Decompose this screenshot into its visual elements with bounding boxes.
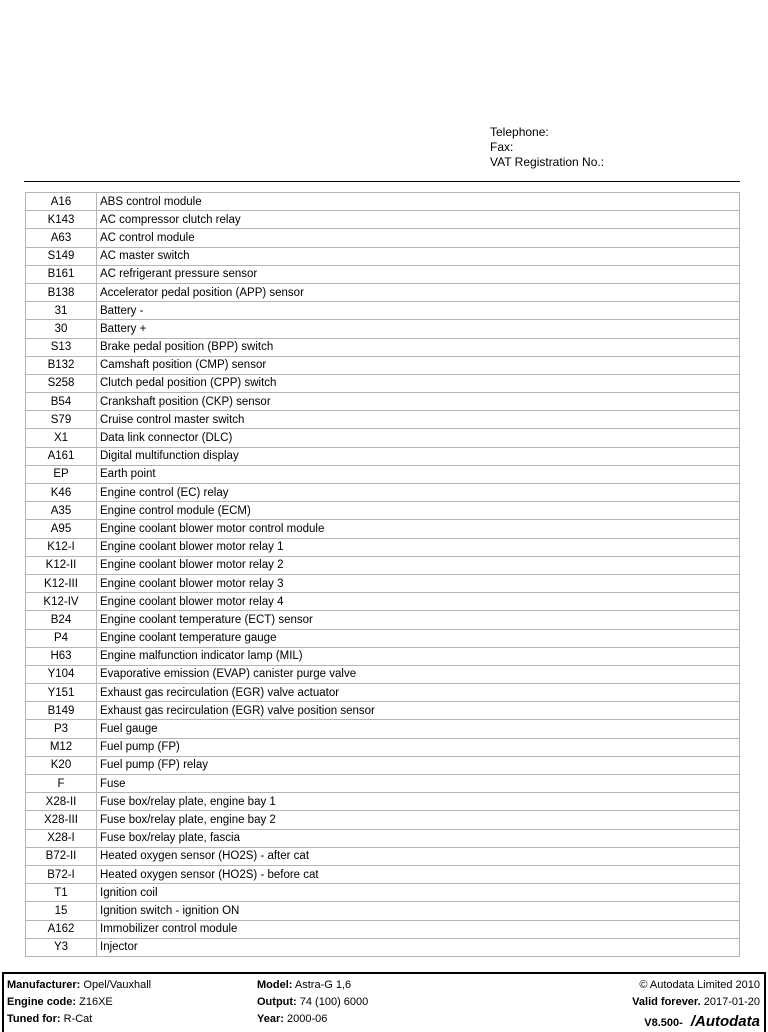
component-code: A16	[26, 193, 97, 211]
footer-manufacturer	[7, 979, 151, 991]
component-name: Ignition coil	[97, 884, 740, 902]
legend-row	[26, 811, 740, 829]
manufacturer-label: Manufacturer:	[7, 979, 81, 991]
component-code: K12-II	[26, 556, 97, 574]
output-label: Output:	[257, 996, 297, 1008]
legend-row	[26, 265, 740, 283]
legend-row	[26, 502, 740, 520]
component-name: Heated oxygen sensor (HO2S) - before cat	[97, 865, 740, 883]
component-code: A63	[26, 229, 97, 247]
legend-row	[26, 465, 740, 483]
component-code: 15	[26, 902, 97, 920]
header-divider	[24, 181, 740, 182]
component-name: Data link connector (DLC)	[97, 429, 740, 447]
engine-code-value: Z16XE	[79, 996, 113, 1008]
component-code: T1	[26, 884, 97, 902]
component-code: A162	[26, 920, 97, 938]
legend-row	[26, 211, 740, 229]
component-name: Accelerator pedal position (APP) sensor	[97, 283, 740, 301]
component-name: Engine coolant blower motor relay 4	[97, 593, 740, 611]
component-code: K143	[26, 211, 97, 229]
legend-row	[26, 356, 740, 374]
component-code: A95	[26, 520, 97, 538]
legend-row	[26, 283, 740, 301]
legend-row	[26, 447, 740, 465]
footer-tuned-for	[7, 1013, 92, 1025]
footer-row-1	[4, 979, 764, 995]
component-name: Camshaft position (CMP) sensor	[97, 356, 740, 374]
footer-panel	[2, 972, 766, 1032]
footer-engine-code	[7, 996, 113, 1008]
legend-row	[26, 302, 740, 320]
legend-row	[26, 611, 740, 629]
legend-row	[26, 629, 740, 647]
legend-row	[26, 593, 740, 611]
component-name: Engine coolant temperature (ECT) sensor	[97, 611, 740, 629]
component-code: P4	[26, 629, 97, 647]
component-name: Engine coolant blower motor relay 2	[97, 556, 740, 574]
legend-row	[26, 647, 740, 665]
component-code: K46	[26, 484, 97, 502]
legend-row	[26, 720, 740, 738]
component-name: Fuse box/relay plate, fascia	[97, 829, 740, 847]
component-name: Fuel gauge	[97, 720, 740, 738]
component-legend-table	[25, 192, 740, 957]
component-name: Injector	[97, 938, 740, 956]
component-code: H63	[26, 647, 97, 665]
component-code: Y3	[26, 938, 97, 956]
valid-label: Valid forever.	[632, 996, 701, 1008]
legend-row	[26, 374, 740, 392]
component-code: X28-III	[26, 811, 97, 829]
component-code: B72-II	[26, 847, 97, 865]
component-code: X1	[26, 429, 97, 447]
footer-copyright: © Autodata Limited 2010	[639, 979, 760, 991]
component-code: B24	[26, 611, 97, 629]
footer-row-2	[4, 996, 764, 1012]
footer-model	[257, 979, 351, 991]
component-name: Fuse	[97, 775, 740, 793]
component-name: AC compressor clutch relay	[97, 211, 740, 229]
model-label: Model:	[257, 979, 293, 991]
component-name: Fuel pump (FP)	[97, 738, 740, 756]
vat-label: VAT Registration No.:	[490, 155, 605, 169]
component-name: Evaporative emission (EVAP) canister purge valve	[97, 665, 740, 683]
component-name: ABS control module	[97, 193, 740, 211]
component-code: X28-I	[26, 829, 97, 847]
component-code: M12	[26, 738, 97, 756]
legend-row	[26, 702, 740, 720]
legend-row	[26, 520, 740, 538]
footer-row-3	[4, 1013, 764, 1029]
component-code: P3	[26, 720, 97, 738]
legend-row	[26, 193, 740, 211]
component-code: EP	[26, 465, 97, 483]
legend-row	[26, 484, 740, 502]
legend-row	[26, 865, 740, 883]
telephone-label: Telephone:	[490, 125, 549, 139]
component-name: AC master switch	[97, 247, 740, 265]
component-name: Ignition switch - ignition ON	[97, 902, 740, 920]
component-code: X28-II	[26, 793, 97, 811]
valid-date: 2017-01-20	[703, 996, 760, 1008]
footer-year	[257, 1013, 327, 1025]
component-name: Crankshaft position (CKP) sensor	[97, 393, 740, 411]
model-value: Astra-G 1,6	[294, 979, 352, 991]
component-name: Engine malfunction indicator lamp (MIL)	[97, 647, 740, 665]
legend-row	[26, 429, 740, 447]
component-code: 31	[26, 302, 97, 320]
legend-row	[26, 829, 740, 847]
component-name: Clutch pedal position (CPP) switch	[97, 374, 740, 392]
legend-row	[26, 756, 740, 774]
year-value: 2000-06	[286, 1013, 328, 1025]
footer-output	[257, 996, 368, 1008]
legend-row	[26, 938, 740, 956]
legend-row	[26, 320, 740, 338]
year-label: Year:	[257, 1013, 284, 1025]
component-code: K12-IV	[26, 593, 97, 611]
legend-row	[26, 738, 740, 756]
legend-row	[26, 574, 740, 592]
legend-row	[26, 920, 740, 938]
contact-block	[490, 125, 604, 170]
component-code: K20	[26, 756, 97, 774]
engine-code-label: Engine code:	[7, 996, 77, 1008]
component-name: Fuse box/relay plate, engine bay 1	[97, 793, 740, 811]
footer-version	[644, 1013, 760, 1030]
component-name: Exhaust gas recirculation (EGR) valve actuator	[97, 684, 740, 702]
component-name: AC control module	[97, 229, 740, 247]
component-name: Earth point	[97, 465, 740, 483]
component-name: Engine coolant blower motor relay 3	[97, 574, 740, 592]
legend-row	[26, 902, 740, 920]
manufacturer-value: Opel/Vauxhall	[83, 979, 152, 991]
component-name: Engine control module (ECM)	[97, 502, 740, 520]
component-name: Fuse box/relay plate, engine bay 2	[97, 811, 740, 829]
component-name: Brake pedal position (BPP) switch	[97, 338, 740, 356]
component-code: B132	[26, 356, 97, 374]
output-value: 74 (100) 6000	[299, 996, 369, 1008]
legend-row	[26, 684, 740, 702]
component-name: Battery -	[97, 302, 740, 320]
component-code: K12-III	[26, 574, 97, 592]
component-name: Engine control (EC) relay	[97, 484, 740, 502]
component-name: Exhaust gas recirculation (EGR) valve position sensor	[97, 702, 740, 720]
component-code: S149	[26, 247, 97, 265]
component-name: Digital multifunction display	[97, 447, 740, 465]
component-name: AC refrigerant pressure sensor	[97, 265, 740, 283]
component-name: Engine coolant blower motor control module	[97, 520, 740, 538]
component-name: Cruise control master switch	[97, 411, 740, 429]
component-name: Immobilizer control module	[97, 920, 740, 938]
component-legend-body	[26, 193, 740, 957]
component-code: B72-I	[26, 865, 97, 883]
component-code: 30	[26, 320, 97, 338]
legend-row	[26, 393, 740, 411]
component-code: A35	[26, 502, 97, 520]
component-code: S79	[26, 411, 97, 429]
component-code: B54	[26, 393, 97, 411]
component-code: K12-I	[26, 538, 97, 556]
legend-row	[26, 665, 740, 683]
legend-row	[26, 229, 740, 247]
tuned-for-value: R-Cat	[63, 1013, 93, 1025]
component-code: F	[26, 775, 97, 793]
fax-label: Fax:	[490, 140, 514, 154]
component-code: B161	[26, 265, 97, 283]
legend-row	[26, 847, 740, 865]
component-code: B149	[26, 702, 97, 720]
footer-validity	[632, 996, 760, 1008]
component-code: Y151	[26, 684, 97, 702]
legend-row	[26, 556, 740, 574]
legend-row	[26, 538, 740, 556]
component-name: Engine coolant temperature gauge	[97, 629, 740, 647]
component-code: S258	[26, 374, 97, 392]
component-code: S13	[26, 338, 97, 356]
legend-row	[26, 411, 740, 429]
legend-row	[26, 884, 740, 902]
tuned-for-label: Tuned for:	[7, 1013, 61, 1025]
legend-row	[26, 793, 740, 811]
component-name: Engine coolant blower motor relay 1	[97, 538, 740, 556]
autodata-logo: /Autodata	[690, 1013, 760, 1030]
version-label: V8.500-	[644, 1017, 683, 1029]
legend-row	[26, 247, 740, 265]
legend-row	[26, 338, 740, 356]
component-name: Fuel pump (FP) relay	[97, 756, 740, 774]
component-name: Heated oxygen sensor (HO2S) - after cat	[97, 847, 740, 865]
component-name: Battery +	[97, 320, 740, 338]
component-code: B138	[26, 283, 97, 301]
component-code: A161	[26, 447, 97, 465]
component-code: Y104	[26, 665, 97, 683]
legend-row	[26, 775, 740, 793]
